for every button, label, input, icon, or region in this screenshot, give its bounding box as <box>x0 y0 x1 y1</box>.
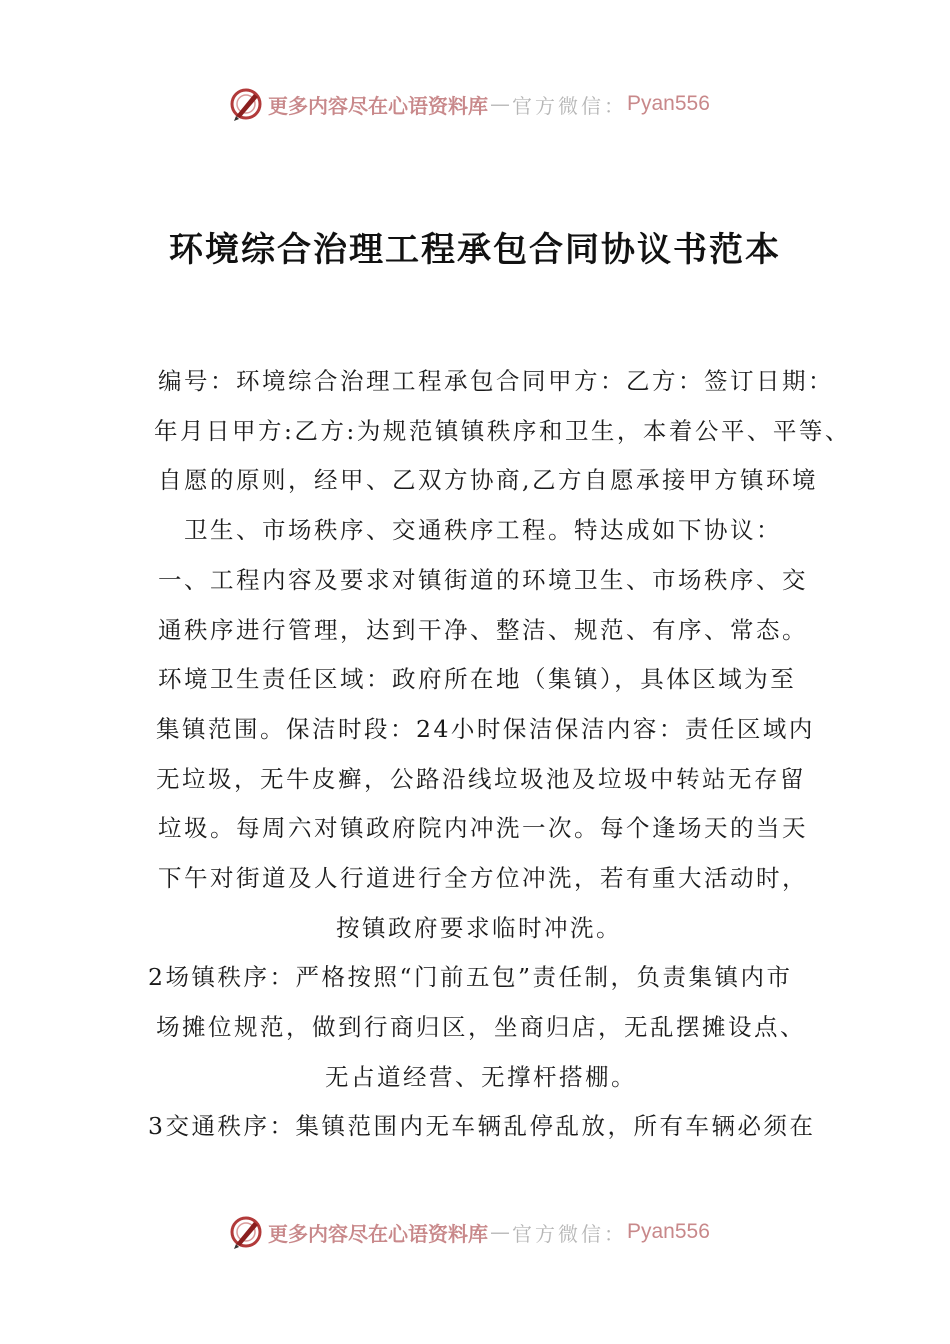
document-title: 环境综合治理工程承包合同协议书范本 <box>169 230 781 270</box>
body-line: 年月日甲方:乙方:为规范镇镇秩序和卫生，本着公平、平等、 <box>154 417 851 445</box>
body-line: 下午对街道及人行道进行全方位冲洗，若有重大活动时， <box>158 864 808 892</box>
body-line: 无占道经营、无撑杆搭棚。 <box>325 1063 637 1091</box>
body-line: 卫生、市场秩序、交通秩序工程。特达成如下协议： <box>184 516 782 544</box>
body-line: 环境卫生责任区域：政府所在地（集镇），具体区域为至 <box>158 665 797 693</box>
body-line: 无垃圾，无牛皮癣，公路沿线垃圾池及垃圾中转站无存留 <box>156 765 806 793</box>
body-line: 2场镇秩序：严格按照“门前五包”责任制，负责集镇内市 <box>148 963 793 991</box>
watermark-id: Pyan556 <box>627 92 710 115</box>
body-line: 垃圾。每周六对镇政府院内冲洗一次。每个逢场天的当天 <box>158 814 808 842</box>
watermark-dash: — <box>490 92 510 116</box>
watermark-dash: — <box>490 1220 510 1244</box>
watermark-official: 官方微信： <box>512 93 627 118</box>
watermark-official: 官方微信： <box>512 1221 627 1246</box>
body-line: 自愿的原则，经甲、乙双方协商,乙方自愿承接甲方镇环境 <box>158 466 818 494</box>
pen-logo-icon <box>228 86 264 122</box>
body-line: 3交通秩序：集镇范围内无车辆乱停乱放，所有车辆必须在 <box>148 1112 816 1140</box>
watermark-brand: 更多内容尽在心语资料库 <box>268 93 488 118</box>
footer-watermark <box>228 1212 710 1252</box>
pen-logo-icon <box>228 1214 264 1250</box>
header-watermark <box>228 84 710 124</box>
body-line: 通秩序进行管理，达到干净、整洁、规范、有序、常态。 <box>158 616 808 644</box>
body-line: 集镇范围。保洁时段：24小时保洁保洁内容：责任区域内 <box>156 715 815 743</box>
body-line: 按镇政府要求临时冲洗。 <box>336 914 622 942</box>
body-line: 场摊位规范，做到行商归区，坐商归店，无乱摆摊设点、 <box>156 1013 806 1041</box>
body-line: 一、工程内容及要求对镇街道的环境卫生、市场秩序、交 <box>158 566 808 594</box>
watermark-id: Pyan556 <box>627 1220 710 1243</box>
body-line: 编号：环境综合治理工程承包合同甲方：乙方：签订日期： <box>158 367 834 395</box>
watermark-brand: 更多内容尽在心语资料库 <box>268 1221 488 1246</box>
